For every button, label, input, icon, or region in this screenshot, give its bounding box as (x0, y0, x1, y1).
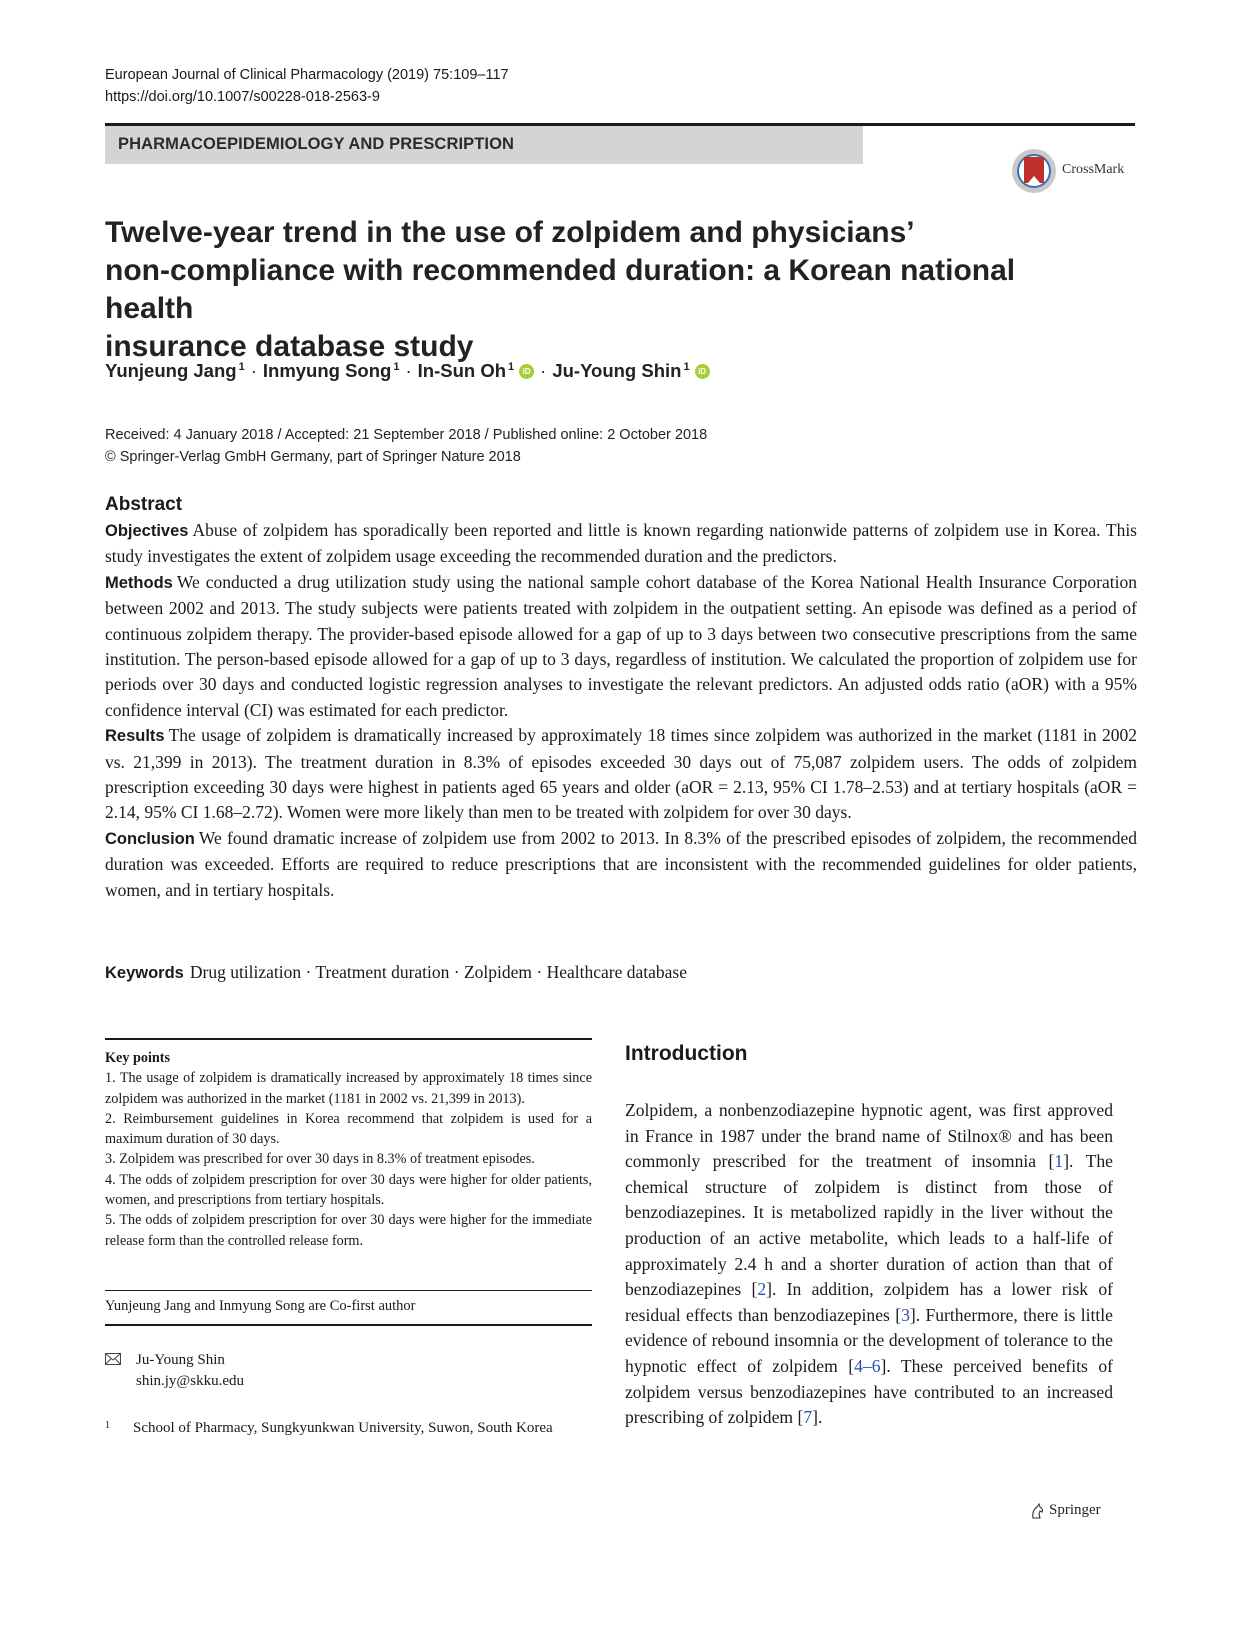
orcid-icon[interactable]: iD (695, 364, 710, 379)
author-separator: · (540, 360, 547, 381)
author-name[interactable]: In-Sun Oh (417, 360, 507, 381)
intro-text: Zolpidem, a nonbenzodiazepine hypnotic agent, was first approved in France in 1987 under the brand name of Stilnox® and has been commonly prescribed for the treatment of insomnia [ (625, 1100, 1113, 1172)
affiliation-text: School of Pharmacy, Sungkyunkwan University, Suwon, South Korea (133, 1420, 553, 1436)
key-points-box (105, 1048, 592, 1251)
keywords-label: Keywords (105, 964, 184, 982)
author-name[interactable]: Ju-Young Shin (552, 360, 682, 381)
key-point-item: 3. Zolpidem was prescribed for over 30 days in 8.3% of treatment episodes. (105, 1151, 535, 1168)
keypoints-top-rule (105, 1038, 592, 1040)
key-points-title: Key points (105, 1050, 171, 1066)
conclusion-label: Conclusion (105, 829, 195, 848)
methods-text: We conducted a drug utilization study using the national sample cohort database of the Korea National Health Insurance Corporation between 2002 and 2013. The study subjects were patients treated with zolpidem in the outpatient setting. An episode was defined as a period of continuous zolpidem therapy. The provider-based episode allowed for a gap of up to 3 days between two consecutive prescriptions from the same institution. The person-based episode allowed for a gap of up to 3 days, regardless of institution. We calculated the proportion of zolpidem use for periods over 30 days and conducted logistic regression analyses to investigate the relevant predictors. An adjusted odds ratio (aOR) with a 95% confidence interval (CI) was estimated for each predictor. (105, 571, 1137, 720)
keywords (105, 962, 687, 983)
publisher-name: Springer (1049, 1502, 1101, 1518)
results-label: Results (105, 727, 165, 746)
copyright-line: © Springer-Verlag GmbH Germany, part of Springer Nature 2018 (105, 449, 521, 465)
introduction-paragraph (625, 1098, 1113, 1431)
abstract-objectives (105, 518, 1137, 570)
crossmark-label: CrossMark (1062, 162, 1125, 177)
author-separator: · (405, 360, 412, 381)
cofirst-note: Yunjeung Jang and Inmyung Song are Co-first author (105, 1298, 416, 1314)
methods-label: Methods (105, 573, 173, 592)
title-line: Twelve-year trend in the use of zolpidem and physicians’ (105, 216, 915, 249)
author-affil-number: 1 (393, 361, 400, 373)
intro-text: ]. These perceived benefits of zolpidem versus benzodiazepines have contributed to an increased prescribing of zolpidem [ (625, 1355, 1113, 1428)
abstract-heading: Abstract (105, 494, 183, 515)
key-point-item: 1. The usage of zolpidem is dramatically increased by approximately 18 times since zolpidem was authorized in the market (1181 in 2002 vs. 21,399 in 2013). (105, 1070, 592, 1107)
citation-link[interactable]: 1 (1054, 1151, 1064, 1172)
abstract-methods (105, 570, 1137, 723)
author-separator: · (250, 360, 257, 381)
journal-citation: European Journal of Clinical Pharmacology (2019) 75:109–117 (105, 67, 509, 83)
section-label: PHARMACOEPIDEMIOLOGY AND PRESCRIPTION (118, 135, 515, 153)
citation-link[interactable]: 3 (901, 1304, 910, 1325)
author-affil-number: 1 (508, 361, 515, 373)
crossmark-icon (1012, 149, 1056, 193)
title-line: non-compliance with recommended duration: a Korean national health (105, 254, 1016, 325)
conclusion-text: We found dramatic increase of zolpidem use from 2002 to 2013. In 8.3% of the prescribed episodes of zolpidem, the recommended duration was exceeded. Efforts are required to reduce prescriptions that are inconsistent with the recommended guidelines for older patients, women, and in tertiary hospitals. (105, 827, 1137, 900)
keypoints-mid-rule (105, 1290, 592, 1291)
corresponding-author-email[interactable]: shin.jy@skku.edu (136, 1373, 244, 1389)
section-bar (105, 126, 863, 164)
article-title (105, 214, 1105, 366)
orcid-icon[interactable]: iD (519, 364, 534, 379)
dates-line: Received: 4 January 2018 / Accepted: 21 September 2018 / Published online: 2 October 2018 (105, 427, 708, 443)
author-name[interactable]: Inmyung Song (262, 360, 392, 381)
keypoints-bottom-rule (105, 1324, 592, 1326)
intro-text: ]. Furthermore, there is little evidence of rebound insomnia or the development of tolerance to the hypnotic effect of zolpidem [ (625, 1304, 1113, 1376)
intro-text: ]. The chemical structure of zolpidem is distinct from those of benzodiazepines. It is metabolized rapidly in the liver without the production of an active metabolite, which leads to a half-life of approximately 2.4 h and a shorter duration of action than that of benzodiazepines [ (625, 1151, 1113, 1300)
affiliation-number: 1 (105, 1420, 110, 1431)
author-name[interactable]: Yunjeung Jang (105, 360, 237, 381)
key-point-item: 2. Reimbursement guidelines in Korea recommend that zolpidem is used for a maximum duration of 30 days. (105, 1110, 592, 1148)
citation-link[interactable]: 4–6 (854, 1355, 881, 1376)
author-list (105, 360, 710, 382)
abstract-results (105, 723, 1137, 826)
springer-horse-icon (1030, 1503, 1044, 1519)
crossmark-badge[interactable] (1012, 149, 1140, 193)
corresponding-author-name: Ju-Young Shin (136, 1352, 225, 1368)
citation-link[interactable]: 2 (757, 1279, 767, 1300)
key-point-item: 5. The odds of zolpidem prescription for over 30 days were higher for the immediate release form than the controlled release form. (105, 1212, 592, 1249)
objectives-text: Abuse of zolpidem has sporadically been reported and little is known regarding nationwide patterns of zolpidem use in Korea. This study investigates the extent of zolpidem usage exceeding the recommended duration and the predictors. (105, 520, 1137, 567)
envelope-icon (105, 1353, 121, 1365)
introduction-heading: Introduction (625, 1042, 748, 1065)
publisher-logo (1030, 1502, 1101, 1519)
citation-link[interactable]: 7 (803, 1407, 813, 1428)
title-line: insurance database study (105, 330, 474, 363)
abstract (105, 492, 1137, 903)
author-affil-number: 1 (238, 361, 245, 373)
key-point-item: 4. The odds of zolpidem prescription for over 30 days were higher for older patients, women, and prescriptions from tertiary hospitals. (105, 1171, 592, 1209)
objectives-label: Objectives (105, 522, 189, 540)
introduction-section (625, 1040, 1114, 1428)
intro-text: ]. (812, 1407, 823, 1428)
results-text: The usage of zolpidem is dramatically increased by approximately 18 times since zolpidem was authorized in the market (1181 in 2002 vs. 21,399 in 2013). The treatment duration in 8.3% of episodes exceeded 30 days out of 75,087 zolpidem users. The odds of zolpidem prescription exceeding 30 days were highest in patients aged 65 years and older (aOR = 2.13, 95% CI 1.78–2.53) and at tertiary hospitals (aOR = 2.14, 95% CI 1.68–2.72). Women were more likely than men to be treated with zolpidem for over 30 days. (105, 725, 1137, 823)
keywords-text: Drug utilization · Treatment duration · Zolpidem · Healthcare database (189, 962, 687, 982)
abstract-conclusion (105, 826, 1137, 903)
doi-link[interactable]: https://doi.org/10.1007/s00228-018-2563-9 (105, 89, 380, 105)
publication-dates (105, 424, 707, 468)
author-affil-number: 1 (683, 361, 690, 373)
journal-header (105, 64, 509, 108)
intro-text: ]. In addition, zolpidem has a lower risk of residual effects than benzodiazepines [ (625, 1279, 1114, 1325)
